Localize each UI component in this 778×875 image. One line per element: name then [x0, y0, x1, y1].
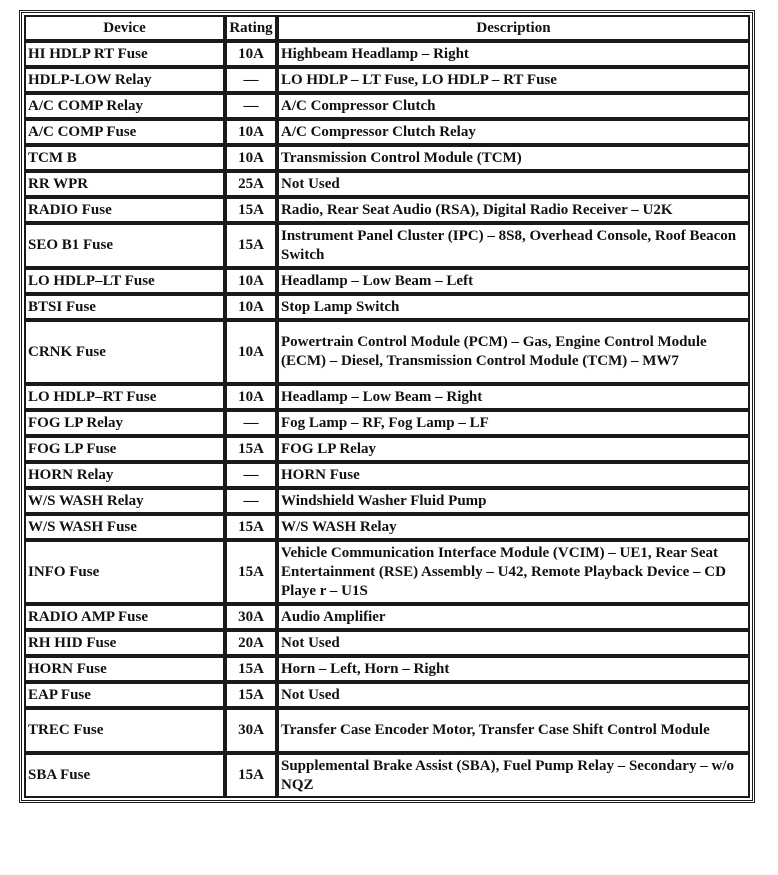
- header-rating: Rating: [226, 16, 276, 40]
- rating-cell: —: [226, 489, 276, 513]
- description-cell: Radio, Rear Seat Audio (RSA), Digital Radio Receiver – U2K: [278, 198, 749, 222]
- rating-cell: 20A: [226, 631, 276, 655]
- description-cell: Not Used: [278, 172, 749, 196]
- table-row: [25, 385, 749, 409]
- rating-cell: 10A: [226, 120, 276, 144]
- device-cell: HDLP-LOW Relay: [25, 68, 224, 92]
- rating-cell: 10A: [226, 385, 276, 409]
- table-row: [25, 754, 749, 797]
- rating-cell: 10A: [226, 321, 276, 383]
- table-row: [25, 463, 749, 487]
- rating-cell: —: [226, 411, 276, 435]
- table-row: [25, 541, 749, 603]
- description-cell: A/C Compressor Clutch: [278, 94, 749, 118]
- device-cell: BTSI Fuse: [25, 295, 224, 319]
- description-cell: W/S WASH Relay: [278, 515, 749, 539]
- rating-cell: 15A: [226, 541, 276, 603]
- table-row: [25, 411, 749, 435]
- table-row: [25, 295, 749, 319]
- description-cell: Audio Amplifier: [278, 605, 749, 629]
- description-cell: Instrument Panel Cluster (IPC) – 8S8, Overhead Console, Roof Beacon Switch: [278, 224, 749, 267]
- description-cell: HORN Fuse: [278, 463, 749, 487]
- fuse-table: [23, 14, 751, 799]
- table-row: [25, 515, 749, 539]
- device-cell: TREC Fuse: [25, 709, 224, 752]
- rating-cell: 15A: [226, 198, 276, 222]
- description-cell: Headlamp – Low Beam – Left: [278, 269, 749, 293]
- table-row: [25, 321, 749, 383]
- description-cell: Windshield Washer Fluid Pump: [278, 489, 749, 513]
- device-cell: FOG LP Relay: [25, 411, 224, 435]
- table-row: [25, 94, 749, 118]
- description-cell: Horn – Left, Horn – Right: [278, 657, 749, 681]
- description-cell: Supplemental Brake Assist (SBA), Fuel Pump Relay – Secondary – w/o NQZ: [278, 754, 749, 797]
- device-cell: SBA Fuse: [25, 754, 224, 797]
- table-row: [25, 146, 749, 170]
- device-cell: SEO B1 Fuse: [25, 224, 224, 267]
- rating-cell: 10A: [226, 146, 276, 170]
- description-cell: FOG LP Relay: [278, 437, 749, 461]
- table-row: [25, 631, 749, 655]
- device-cell: A/C COMP Relay: [25, 94, 224, 118]
- device-cell: W/S WASH Relay: [25, 489, 224, 513]
- table-row: [25, 198, 749, 222]
- description-cell: Vehicle Communication Interface Module (VCIM) – UE1, Rear Seat Entertainment (RSE) Assembly – U42, Remote Playback Device – CD Playe r – U1S: [278, 541, 749, 603]
- device-cell: LO HDLP–LT Fuse: [25, 269, 224, 293]
- rating-cell: 15A: [226, 437, 276, 461]
- header-row: [25, 16, 749, 40]
- description-cell: Fog Lamp – RF, Fog Lamp – LF: [278, 411, 749, 435]
- rating-cell: 30A: [226, 605, 276, 629]
- device-cell: HORN Relay: [25, 463, 224, 487]
- device-cell: EAP Fuse: [25, 683, 224, 707]
- device-cell: A/C COMP Fuse: [25, 120, 224, 144]
- device-cell: TCM B: [25, 146, 224, 170]
- rating-cell: 10A: [226, 42, 276, 66]
- description-cell: Highbeam Headlamp – Right: [278, 42, 749, 66]
- device-cell: RH HID Fuse: [25, 631, 224, 655]
- table-row: [25, 437, 749, 461]
- description-cell: Powertrain Control Module (PCM) – Gas, Engine Control Module (ECM) – Diesel, Transmission Control Module (TCM) – MW7: [278, 321, 749, 383]
- header-device: Device: [25, 16, 224, 40]
- rating-cell: 15A: [226, 224, 276, 267]
- rating-cell: 25A: [226, 172, 276, 196]
- description-cell: Headlamp – Low Beam – Right: [278, 385, 749, 409]
- description-cell: LO HDLP – LT Fuse, LO HDLP – RT Fuse: [278, 68, 749, 92]
- rating-cell: 15A: [226, 754, 276, 797]
- rating-cell: 15A: [226, 657, 276, 681]
- table-row: [25, 172, 749, 196]
- device-cell: INFO Fuse: [25, 541, 224, 603]
- table-row: [25, 683, 749, 707]
- rating-cell: —: [226, 94, 276, 118]
- device-cell: RADIO Fuse: [25, 198, 224, 222]
- device-cell: HORN Fuse: [25, 657, 224, 681]
- rating-cell: 15A: [226, 515, 276, 539]
- rating-cell: —: [226, 68, 276, 92]
- description-cell: Not Used: [278, 631, 749, 655]
- header-description: Description: [278, 16, 749, 40]
- device-cell: RADIO AMP Fuse: [25, 605, 224, 629]
- table-row: [25, 224, 749, 267]
- table-row: [25, 68, 749, 92]
- device-cell: FOG LP Fuse: [25, 437, 224, 461]
- description-cell: A/C Compressor Clutch Relay: [278, 120, 749, 144]
- table-row: [25, 709, 749, 752]
- table-row: [25, 657, 749, 681]
- description-cell: Stop Lamp Switch: [278, 295, 749, 319]
- table-row: [25, 120, 749, 144]
- device-cell: CRNK Fuse: [25, 321, 224, 383]
- rating-cell: 30A: [226, 709, 276, 752]
- table-row: [25, 489, 749, 513]
- device-cell: W/S WASH Fuse: [25, 515, 224, 539]
- table-row: [25, 42, 749, 66]
- table-row: [25, 269, 749, 293]
- description-cell: Not Used: [278, 683, 749, 707]
- rating-cell: 10A: [226, 269, 276, 293]
- description-cell: Transfer Case Encoder Motor, Transfer Case Shift Control Module: [278, 709, 749, 752]
- rating-cell: —: [226, 463, 276, 487]
- device-cell: LO HDLP–RT Fuse: [25, 385, 224, 409]
- rating-cell: 10A: [226, 295, 276, 319]
- rating-cell: 15A: [226, 683, 276, 707]
- fuse-table-frame: [19, 10, 755, 803]
- table-row: [25, 605, 749, 629]
- device-cell: HI HDLP RT Fuse: [25, 42, 224, 66]
- device-cell: RR WPR: [25, 172, 224, 196]
- description-cell: Transmission Control Module (TCM): [278, 146, 749, 170]
